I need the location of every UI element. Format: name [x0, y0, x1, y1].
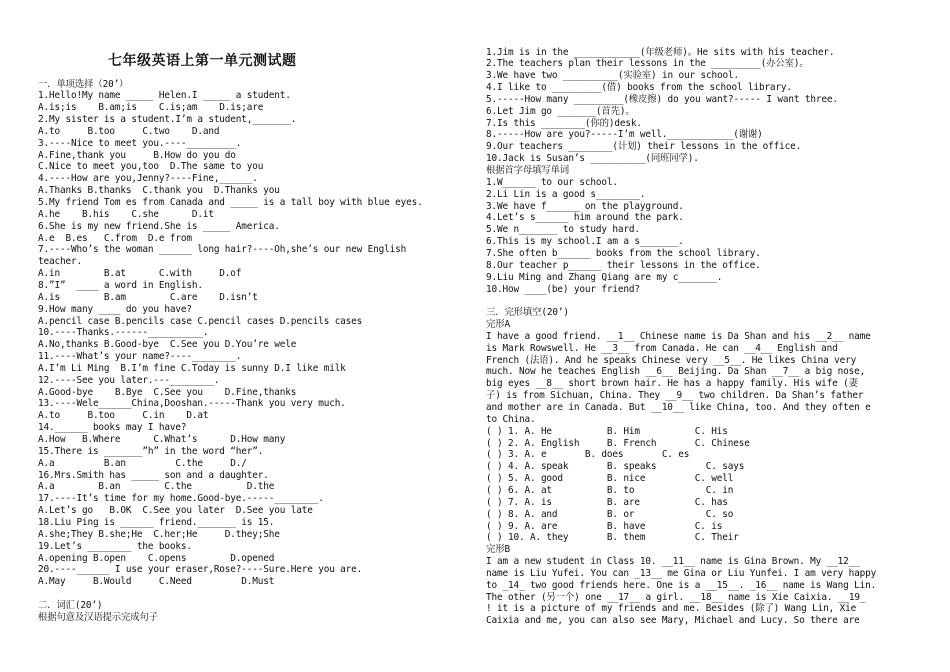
text-line: 19.Let’s ________ the books. — [38, 540, 192, 552]
text-line: I am a new student in Class 10. __11__ name is Gina Brown. My __12__ — [486, 556, 860, 568]
text-line: A.pencil case B.pencils case C.pencil cases D.pencils cases — [38, 315, 363, 327]
text-line: 20.----______ I use your eraser,Rose?----Sure.Here you are. — [38, 564, 363, 576]
text-line: A.e B.es C.from D.e from — [38, 232, 192, 244]
text-line: 3.We have two __________(实验室) in our school. — [486, 70, 739, 82]
text-line: is Mark Rowswell. He __3__ from Canada. He can __4__ English and — [486, 342, 838, 354]
text-line: 根据句意及汉语提示完成句子 — [38, 611, 158, 623]
text-line: A.a B.an C.the D.the — [38, 481, 275, 493]
text-line: 2.My sister is a student.I’m a student,_______. — [38, 114, 297, 126]
text-line: 根据首字母填写单词 — [486, 165, 570, 176]
text-line: A.opening B.open C.opens D.opened — [38, 552, 275, 564]
text-line: A.No,thanks B.Good-bye C.See you D.You’re wele — [38, 339, 297, 351]
text-line: A.Thanks B.thanks C.thank you D.Thanks you — [38, 185, 280, 197]
text-line: A.to B.too C.in D.at — [38, 410, 209, 422]
text-line: 5.-----How many _________(橡皮擦) do you want?----- I want three. — [486, 93, 838, 105]
text-line: A.in B.at C.with D.of — [38, 268, 242, 280]
text-line: ! it is a picture of my friends and me. Besides (除了) Wang Lin, Xie — [486, 603, 857, 615]
text-line: 10.----Thanks.------__________. — [38, 327, 209, 339]
text-line: and mother are in Canada. But __10__ like China, too. And they often e — [486, 402, 871, 413]
text-line: 17.----It’s time for my home.Good-bye.-----________. — [38, 493, 324, 505]
text-line: 1.Jim is in the ____________(年级老师)。He sits with his teacher. — [486, 46, 835, 58]
text-line: to China. — [486, 413, 536, 425]
text-line: 4.----How are you,Jenny?----Fine,______. — [38, 173, 258, 185]
text-line: 二．词汇(20’) — [38, 599, 103, 611]
text-line: 16.Mrs.Smith has _____ son and a daughter. — [38, 469, 269, 481]
text-line: A.I’m Li Ming B.I’m fine C.Today is sunny D.I like milk — [38, 362, 346, 374]
text-line: 12.----See you later.---________. — [38, 374, 220, 386]
text-line: 8.Our teacher p______ their lessons in the office. — [486, 259, 761, 271]
text-line: 9.Liu Ming and Zhang Qiang are my c_______. — [486, 271, 723, 283]
text-line: French (法语). And he speaks Chinese very __5__. He likes China very — [486, 354, 857, 366]
text-line: A.Good-bye B.Bye C.See you D.Fine,thanks — [38, 386, 297, 398]
text-line: much. Now he teaches English __6__ Beijing. Da Shan __7__ a big nose, — [486, 366, 866, 378]
text-line: teacher. — [38, 256, 82, 268]
text-line: ( ) 1. A. He B. Him C. His — [486, 425, 728, 437]
text-line: Caixia and me, you can also see Mary, Michael and Lucy. So there are — [486, 615, 860, 627]
text-line: A.Fine,thank you B.How do you do — [38, 149, 236, 161]
page-title: 七年级英语上第一单元测试题 — [108, 53, 297, 69]
text-line: 15.There is _______”h” in the word “her”. — [38, 445, 264, 457]
text-line: 5.We n_______ to study hard. — [486, 224, 640, 236]
text-line: A.May B.Would C.Need D.Must — [38, 576, 275, 588]
text-line: 8.”I” ____ a word in English. — [38, 279, 203, 291]
text-line: 1.Hello!My name _____ Helen.I _____ a student. — [38, 90, 291, 102]
text-line: 18.Liu Ping is ______ friend._______ is 15. — [38, 516, 275, 528]
text-line: 一．单项选择（20’） — [38, 78, 129, 90]
text-line: 1.W______ to our school. — [486, 176, 618, 188]
text-line: A.she;They B.she;He C.her;He D.they;She — [38, 528, 280, 540]
text-line: 三．完形填空(20’) — [486, 307, 569, 319]
text-line: 8.-----How are you?-----I’m well.____________(谢谢) — [486, 129, 763, 141]
text-line: 4.Let’s s______ him around the park. — [486, 212, 684, 224]
text-line: to _14_ two good friends here. One is a __15__. _16__ name is Wang Lin. — [486, 579, 877, 591]
text-line: 完形A — [486, 319, 510, 331]
text-line: 9.Our teachers ________(计划) their lessons in the office. — [486, 141, 802, 153]
text-line: 2.The teachers plan their lessons in the _________(办公室)。 — [486, 58, 809, 70]
text-line: 6.Let Jim go _______(首先)。 — [486, 105, 635, 117]
text-line: I have a good friend. __1__ Chinese name is Da Shan and his __2__ name — [486, 330, 871, 342]
text-line: A.is;is B.am;is C.is;am D.is;are — [38, 102, 264, 114]
text-line: The other (另一个) one __17__ a girl. __18__ name is Xie Caixia. __19_ — [486, 591, 866, 603]
text-line: 10.Jack is Susan’s __________(同班同学). — [486, 153, 699, 165]
text-line: A.How B.Where C.What’s D.How many — [38, 434, 286, 445]
text-line: 3.----Nice to meet you.----_________. — [38, 137, 242, 149]
text-line: ( ) 8. A. and B. or C. so — [486, 508, 734, 520]
text-line: 13.----Wele______China,Dooshan.-----Thank you very much. — [38, 398, 346, 410]
text-line: 子) is from Sichuan, China. They __9__ two children. Da Shan’s father — [486, 390, 864, 402]
text-line: 6.This is my school.I am a s_______. — [486, 236, 684, 248]
text-line: 4.I like to _________(借) books from the school library. — [486, 82, 792, 94]
text-line: ( ) 6. A. at B. to C. in — [486, 484, 734, 496]
text-line: 6.She is my new friend.She is _____ America. — [38, 220, 280, 232]
text-line: 7.----Who’s the woman ______ long hair?----Oh,she’s our new English — [38, 244, 407, 256]
text-line: 10.How ____(be) your friend? — [486, 283, 640, 295]
text-line: A.is B.am C.are D.isn’t — [38, 291, 258, 303]
text-line: ( ) 2. A. English B. French C. Chinese — [486, 437, 750, 449]
text-line: ( ) 7. A. is B. are C. has — [486, 496, 728, 508]
text-line: 3.We have f______ on the playground. — [486, 200, 684, 212]
text-line: big eyes __8__ short brown hair. He has a happy family. His wife (妻 — [486, 378, 858, 390]
text-line: A.Let’s go B.OK C.See you later D.See you late — [38, 505, 313, 517]
text-line: 7.Is this ________(你的)desk. — [486, 117, 642, 129]
text-line: ( ) 9. A. are B. have C. is — [486, 520, 723, 532]
text-line: name is Liu Yufei. You can _13__ me Gina or Liu Yunfei. I am very happy — [486, 567, 877, 579]
text-line: 2.Li Lin is a good s________. — [486, 188, 646, 200]
text-line: ( ) 3. A. e B. does C. es — [486, 449, 690, 461]
text-line: ( ) 10. A. they B. them C. Their — [486, 532, 739, 544]
text-line: 5.My friend Tom es from Canada and _____ is a tall boy with blue eyes. — [38, 197, 423, 208]
text-line: 9.How many ____ do you have? — [38, 303, 192, 315]
text-line: ( ) 5. A. good B. nice C. well — [486, 473, 734, 485]
text-line: A.he B.his C.she D.it — [38, 208, 214, 220]
text-line: 完形B — [486, 544, 510, 556]
text-line: 14.______ books may I have? — [38, 422, 187, 434]
text-line: A.to B.too C.two D.and — [38, 125, 220, 137]
text-line: C.Nice to meet you,too D.The same to you — [38, 161, 264, 173]
text-line: 11.----What’s your name?----________. — [38, 351, 242, 363]
text-line: 7.She often b______ books from the school library. — [486, 247, 761, 259]
text-line: A.a B.an C.the D./ — [38, 457, 247, 469]
text-line: ( ) 4. A. speak B. speaks C. says — [486, 461, 745, 473]
